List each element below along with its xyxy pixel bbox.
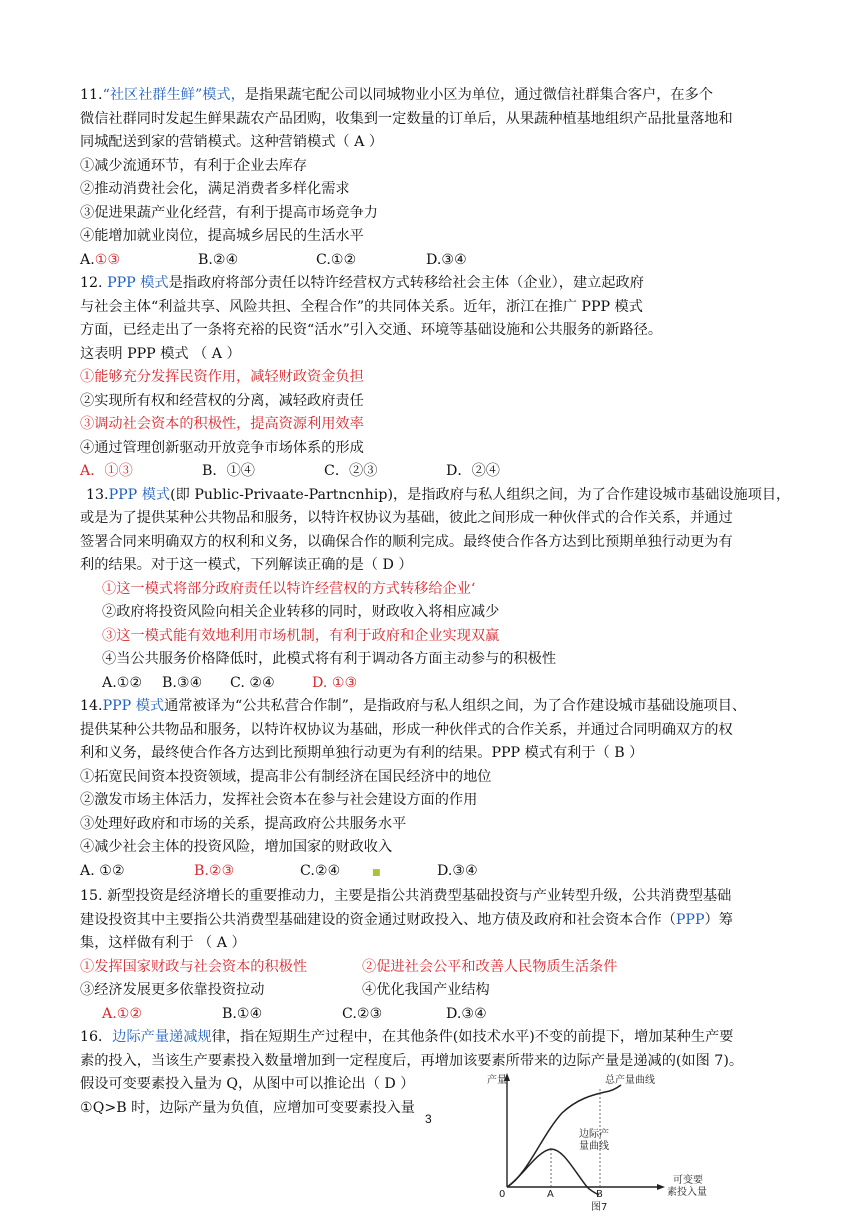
q12-statement-4: ④通过管理创新驱动开放竞争市场体系的形成 — [80, 439, 364, 456]
q12-option-d: D．②④ — [446, 463, 500, 479]
q13-number: 13. — [86, 486, 109, 503]
q13-option-d: D. ①③ — [312, 674, 358, 691]
q14-option-a: A. ①② — [80, 862, 125, 879]
q13-statement-1: ①这一模式将部分政府责任以特许经营权的方式转移给企业‘ — [102, 580, 476, 597]
q11-option-b: B.②④ — [198, 251, 239, 268]
q12-options — [80, 460, 780, 484]
q15-statement-1: ①发挥国家财政与社会资本的积极性 — [80, 958, 308, 975]
q14-term: PPP 模式 — [102, 698, 165, 714]
q12-term: PPP 模式 — [107, 275, 169, 291]
q14-line-1 — [80, 695, 780, 719]
q15-term: PPP — [675, 911, 705, 928]
y-axis-label-top: 产量 — [487, 1075, 507, 1086]
point-a-label: A — [547, 1189, 554, 1200]
q14-statement-2: ②激发市场主体活力，发挥社会资本在参与社会建设方面的作用 — [80, 792, 478, 808]
x-axis-arrow — [657, 1184, 665, 1190]
q14-options — [80, 860, 780, 886]
q15-line-1 — [80, 885, 780, 909]
figure-7 — [487, 1065, 737, 1215]
marginal-curve-label-1: 边际产 — [579, 1129, 609, 1140]
q15-option-d: D.③④ — [446, 1005, 487, 1022]
q14-line-2: 提供某种公共物品和服务，以特许权协议为基础，形成一种伙伴式的合作关系，并通过合同明确双方的权 — [80, 721, 733, 738]
figure-caption: 图7 — [591, 1202, 608, 1213]
q15-line-2 — [80, 909, 780, 933]
q13-options — [80, 672, 780, 696]
q13-option-b: B.③④ — [162, 674, 203, 691]
q13-option-a: A.①② — [102, 674, 143, 691]
q13-statement-3: ③这一模式能有效地利用市场机制，有利于政府和企业实现双赢 — [102, 627, 500, 644]
origin-label: 0 — [499, 1189, 506, 1200]
q14-option-c: C.②④ — [300, 862, 341, 879]
q12-option-a: A．①③ — [80, 463, 133, 479]
q11-statement-3: ③促进果蔬产业化经营，有利于提高市场竞争力 — [80, 204, 378, 221]
q12-statement-1: ①能够充分发挥民资作用，减轻财政资金负担 — [80, 369, 364, 385]
q14-option-d: D.③④ — [437, 862, 478, 879]
q11-options — [80, 249, 780, 273]
total-curve-label: 总产量曲线 — [605, 1075, 655, 1086]
q16-text: 律，指在短期生产过程中，在其他条件(如技术水平)不变的前提下，增加某种生产要 — [211, 1029, 734, 1045]
q11-option-d: D.③④ — [426, 251, 467, 268]
q16-term: 边际产量递减规 — [112, 1029, 212, 1045]
q12-line-3: 方面，已经走出了一条将充裕的民资“活水”引入交通、环境等基础设施和公共服务的新路径。 — [80, 322, 663, 338]
q11-option-c: C.①② — [316, 251, 357, 268]
q16-line-1 — [80, 1026, 780, 1050]
q15-option-a: A.①② — [102, 1005, 143, 1022]
q11-text: 是指果蔬宅配公司以同城物业小区为单位，通过微信社群集合客户，在多个 — [244, 87, 713, 103]
q14-statement-4: ④减少社会主体的投资风险，增加国家的财政收入 — [80, 839, 393, 855]
q15-statements-row-2 — [80, 979, 780, 1003]
q11-line-3: 同城配送到家的营销模式。这种营销模式（ A ） — [80, 134, 384, 150]
q16-statement-1: ①Q>B 时，边际产量为负值，应增加可变要素投入量 — [80, 1099, 415, 1116]
q12-text: 是指政府将部分责任以特许经营权方式转移给社会主体（企业），建立起政府 — [168, 275, 644, 291]
q12-line-2: 与社会主体“利益共享、风险共担、全程合作”的共同体关系。近年，浙江在推广 PPP 模式 — [80, 298, 643, 315]
q13-option-c: C. ②④ — [230, 674, 275, 691]
point-b-label: B — [596, 1189, 603, 1200]
q15-option-c: C.②③ — [342, 1005, 383, 1022]
q11-statement-1: ①减少流通环节，有利于企业去库存 — [80, 157, 308, 174]
marginal-product-graph — [487, 1065, 737, 1215]
q15-text-b2: ）筹 — [704, 911, 733, 928]
q14-text: 通常被译为“公共私营合作制”，是指政府与私人组织之间，为了合作建设城市基础设施项目、 — [164, 698, 747, 714]
q15-statement-4: ④优化我国产业结构 — [362, 982, 490, 998]
x-axis-label-2: 素投入量 — [667, 1187, 707, 1198]
marginal-curve-label-2: 量曲线 — [579, 1141, 609, 1152]
q11-option-a — [80, 249, 198, 273]
q14-number: 14. — [80, 698, 103, 714]
q14-statement-1: ①拓宽民间资本投资领域，提高非公有制经济在国民经济中的地位 — [80, 768, 492, 785]
q11-term: “社区社群生鲜”模式， — [102, 87, 245, 103]
q13-line-1 — [80, 484, 791, 508]
document-body — [80, 84, 791, 1120]
q15-line-3: 集，这样做有利于 （ A ） — [80, 935, 246, 951]
q16-line-3: 假设可变要素投入量为 Q，从图中可以推论出（ D ） — [80, 1076, 415, 1092]
q15-text: 新型投资是经济增长的重要推动力，主要是指公共消费型基础投资与产业转型升级，公共消费型基础 — [102, 888, 732, 904]
q12-line-1 — [80, 272, 780, 296]
q11-option-a-letter: A. — [80, 251, 95, 268]
q12-option-b: B．①④ — [202, 463, 255, 479]
q12-number: 12. — [80, 275, 108, 291]
q11-option-a-value: ①③ — [94, 251, 121, 268]
q12-statement-2: ②实现所有权和经营权的分离，减轻政府责任 — [80, 392, 364, 409]
q13-line-2: 或是为了提供某种公共物品和服务，以特许权协议为基础，彼此之间形成一种伙伴式的合作关系，并通过 — [80, 510, 733, 526]
q13-text: (即 Public-Privaate-Partncnhip)，是指政府与私人组织之间，为了合作建设城市基础设施项目， — [170, 486, 791, 503]
q15-text-b: 建设投资其中主要指公共消费型基础建设的资金通过财政投入、地方债及政府和社会资本合作（ — [80, 911, 676, 928]
q14-statement-3: ③处理好政府和市场的关系，提高政府公共服务水平 — [80, 815, 407, 832]
q15-statements-row-1 — [80, 956, 780, 980]
q12-option-c: C．②③ — [324, 463, 378, 479]
q12-line-4: 这表明 PPP 模式 （ A ） — [80, 345, 241, 362]
q11-statement-2: ②推动消费社会化，满足消费者多样化需求 — [80, 181, 350, 197]
q15-statement-2: ②促进社会公平和改善人民物质生活条件 — [362, 958, 618, 975]
q15-statement-3: ③经济发展更多依靠投资拉动 — [80, 982, 265, 998]
q13-line-3: 签署合同来明确双方的权利和义务，以确保合作的顺利完成。最终使合作各方达到比预期单独行动更为有 — [80, 533, 733, 550]
q11-statement-4: ④能增加就业岗位，提高城乡居民的生活水平 — [80, 228, 364, 244]
q13-statement-4: ④当公共服务价格降低时，此模式将有利于调动各方面主动参与的积极性 — [102, 651, 557, 667]
q13-term: PPP 模式 — [108, 486, 171, 503]
q13-statement-2: ②政府将投资风险向相关企业转移的同时，财政收入将相应减少 — [102, 604, 500, 620]
q11-line-1 — [80, 84, 780, 108]
q14-option-b: B.②③ — [194, 862, 235, 879]
q12-statement-3: ③调动社会资本的积极性，提高资源利用效率 — [80, 416, 364, 432]
x-axis-label-1: 可变要 — [673, 1175, 703, 1186]
q15-number: 15. — [80, 888, 103, 904]
q15-options — [80, 1003, 780, 1027]
q11-number: 11. — [80, 87, 103, 103]
q15-option-b: B.①④ — [222, 1005, 263, 1022]
decorative-dot: ■ — [372, 867, 381, 878]
q16-line-2: 素的投入，当该生产要素投入数量增加到一定程度后，再增加该要素所带来的边际产量是递减的(如图 7)。 — [80, 1052, 744, 1069]
q13-line-4: 利的结果。对于这一模式，下列解读正确的是（ D ） — [80, 557, 413, 573]
q11-line-2: 微信社群同时发起生鲜果蔬农产品团购，收集到一定数量的订单后，从果蔬种植基地组织产品批量落地和 — [80, 110, 733, 127]
page-number: 3 — [425, 1112, 432, 1126]
q16-number: 16． — [80, 1029, 113, 1045]
q14-line-3: 利和义务，最终使合作各方达到比预期单独行动更为有利的结果。PPP 模式有利于（ B ） — [80, 745, 644, 761]
